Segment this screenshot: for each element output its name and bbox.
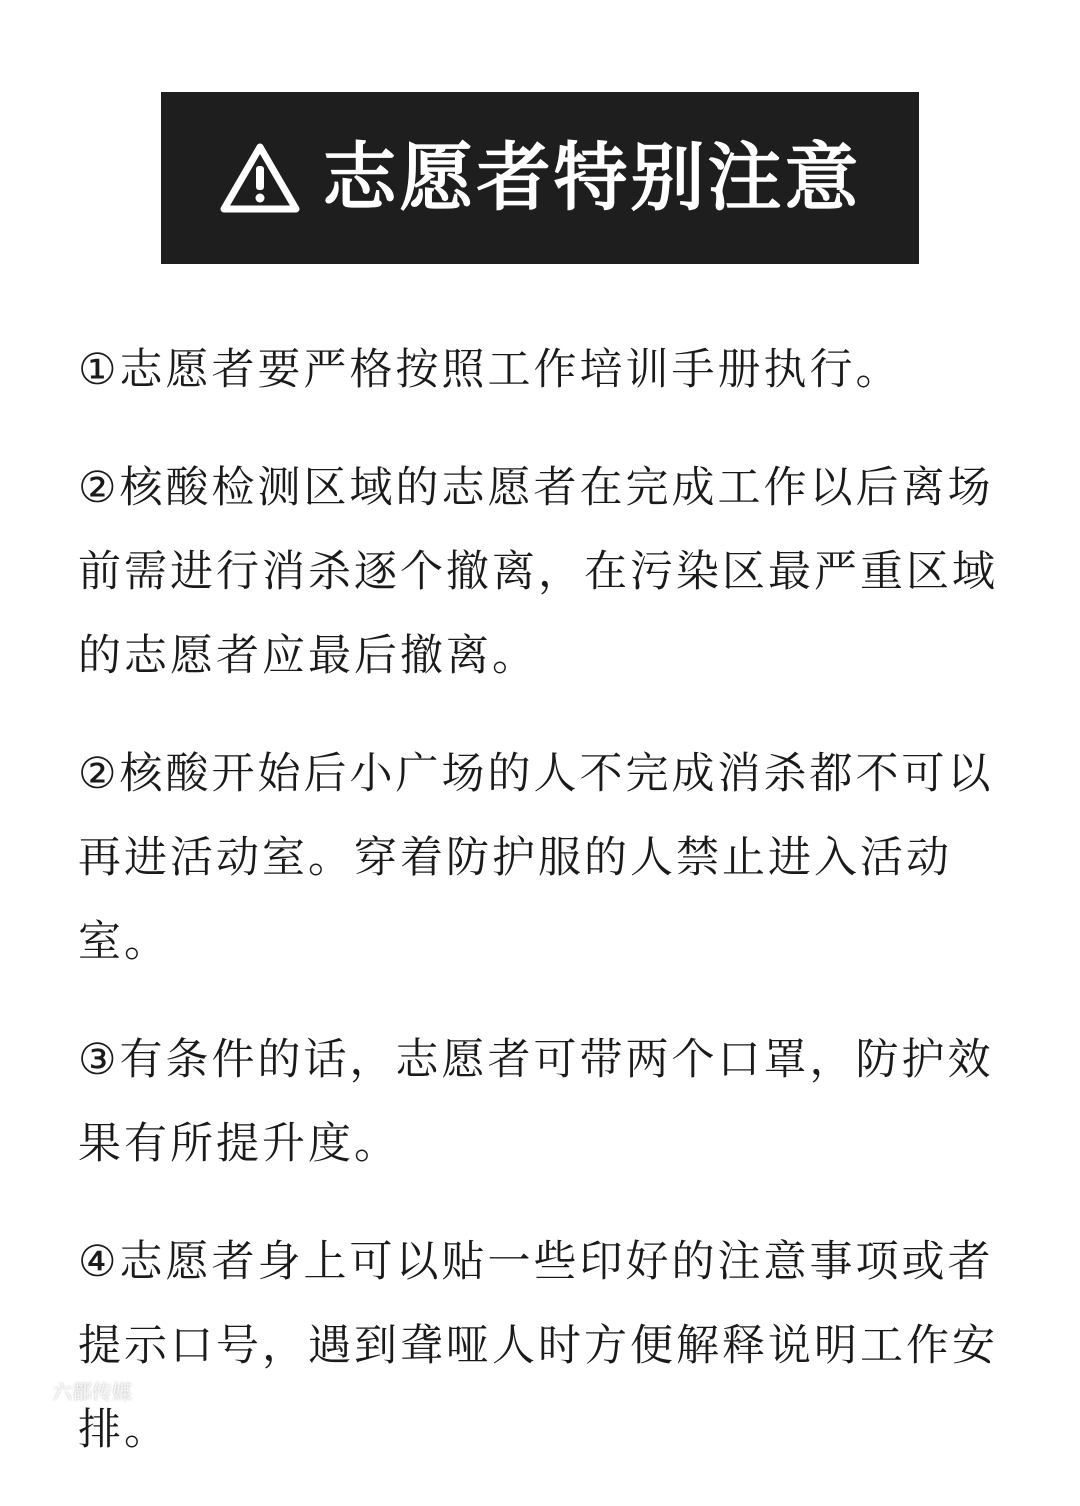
- title-banner: [161, 92, 919, 264]
- watermark-text: 六都传媒: [52, 1380, 132, 1404]
- notice-list: [78, 328, 1038, 1506]
- notice-item: ④志愿者身上可以贴一些印好的注意事项或者提示口号，遇到聋哑人时方便解释说明工作安排。: [78, 1237, 998, 1455]
- notice-item: ②核酸开始后小广场的人不完成消杀都不可以再进活动室。穿着防护服的人禁止进入活动室。: [78, 749, 994, 967]
- notice-item: ①志愿者要严格按照工作培训手册执行。: [78, 345, 902, 395]
- watermark: [8, 1376, 132, 1405]
- page-title: 志愿者特别注意: [322, 135, 862, 221]
- title-banner-inner: [219, 135, 862, 221]
- weibo-logo-icon: [8, 1379, 48, 1403]
- notice-item: ③有条件的话，志愿者可带两个口罩，防护效果有所提升度。: [78, 1035, 994, 1169]
- notice-item: ②核酸检测区域的志愿者在完成工作以后离场前需进行消杀逐个撤离，在污染区最严重区域的志愿者应最后撤离。: [78, 463, 998, 681]
- warning-icon: [219, 142, 301, 214]
